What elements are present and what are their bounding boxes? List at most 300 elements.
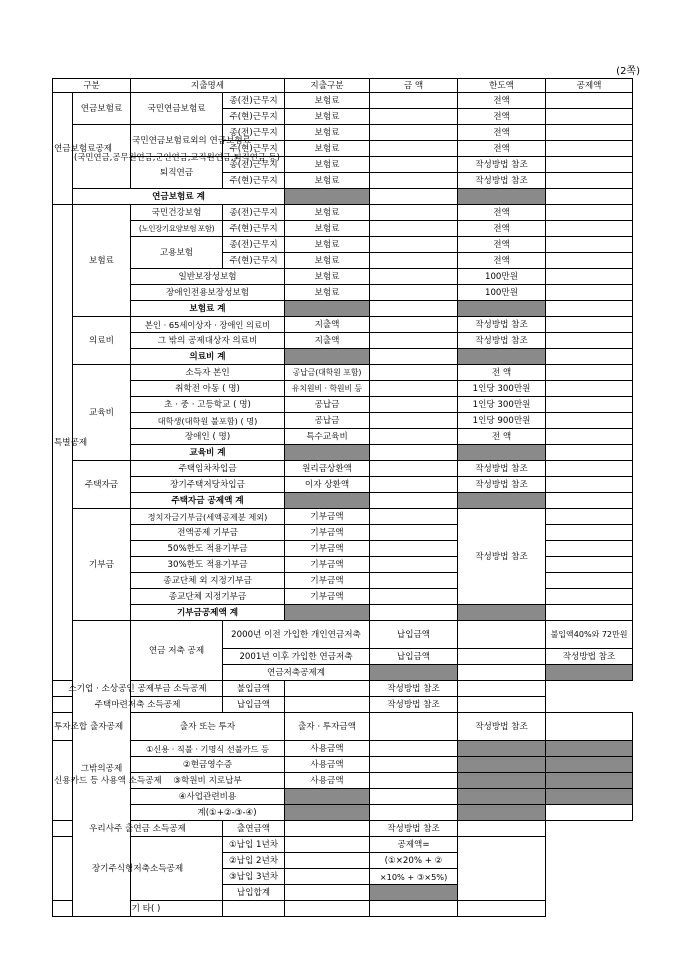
limit-cell: 작성방법 참조 [370,697,458,713]
type-cell: 출자 · 투자금액 [285,713,370,741]
misc-label: 기 타( ) [53,901,223,917]
pension-total-label: 연금보험료 계 [73,189,285,205]
deduction-input[interactable] [458,681,546,697]
table-row [53,125,633,141]
deduction-input[interactable] [546,141,633,157]
subtotal-row [53,493,633,509]
amount-input[interactable] [285,869,370,885]
small-biz-label: 소기업 · 소상공인 공제부금 소득공제 [53,681,223,697]
limit-cell: 전액 [458,93,546,109]
housing-lease-label: 주택임차차입금 [131,461,285,477]
table-row [53,285,633,301]
table-row [53,269,633,285]
deduction-input[interactable] [546,445,633,461]
education-univ-label: 대학생(대학원 불포함) ( 명) [131,413,285,429]
esop-label: 우리사주 출연금 소득공제 [53,821,223,837]
deduction-input[interactable] [546,157,633,173]
type-cell: 공납금(대학원 포함) [285,365,370,381]
housing-total-label: 주택자금 공제액 계 [131,493,285,509]
amount-input[interactable] [285,681,370,697]
deduction-input[interactable] [546,525,633,541]
medical-subgroup-label: 의료비 [73,317,131,365]
deduction-input[interactable] [546,713,633,741]
type-cell: 지출액 [285,333,370,349]
donation-nonreligious-label: 종교단체 외 지정기부금 [131,573,285,589]
amount-input[interactable] [370,445,458,461]
amount-input[interactable] [370,789,458,805]
limit-cell: 작성방법 참조 [458,509,546,605]
pension-savings-label: 연금 저축 공제 [131,621,223,681]
amount-input[interactable] [370,713,458,741]
amount-input[interactable] [370,141,458,157]
limit-cell: 전액 [458,221,546,237]
table-row [53,333,633,349]
amount-input[interactable] [370,429,458,445]
curr-job-label: 주(현)근무지 [223,221,285,237]
card-item-1: ①신용 · 직불 · 기명식 선불카드 등 [131,741,285,757]
table-row [53,621,633,649]
deduction-input[interactable] [546,221,633,237]
year1-label: ①납입 1년차 [223,837,285,853]
type-cell: 사용금액 [285,757,370,773]
education-school-label: 초 · 중 · 고등학교 ( 명) [131,397,285,413]
investment-group-label: 투자조합 출자공제 [53,713,73,741]
amount-input[interactable] [370,301,458,317]
amount-input[interactable] [370,317,458,333]
education-self-label: 소득자 본인 [131,365,285,381]
type-input[interactable] [223,901,285,917]
shaded-cell [285,349,370,365]
deduction-input[interactable] [546,589,633,605]
group-pension-label: 연금보험료공제 [53,93,73,205]
subtotal-row [53,805,633,821]
type-cell: 보험료 [285,221,370,237]
deduction-input[interactable] [546,301,633,317]
type-cell: 납입금액 [223,697,285,713]
amount-input[interactable] [370,741,458,757]
type-cell: 보험료 [285,205,370,221]
limit-cell: 작성방법 참조 [546,649,633,665]
education-subgroup-label: 교육비 [73,365,131,461]
table-row [53,509,633,525]
type-cell: 공납금 [285,397,370,413]
amount-input[interactable] [370,253,458,269]
amount-input[interactable] [370,285,458,301]
limit-cell: 100만원 [458,269,546,285]
deduction-input[interactable] [546,461,633,477]
header-deduction: 공제액 [546,79,633,93]
table-row [53,237,633,253]
amount-input[interactable] [370,509,458,525]
deduction-input[interactable] [546,557,633,573]
limit-cell: 1인당 300만원 [458,397,546,413]
limit-cell: 전액 [458,237,546,253]
amount-input[interactable] [370,349,458,365]
amount-input[interactable] [458,649,546,665]
subtotal-row [53,605,633,621]
amount-input[interactable] [370,525,458,541]
deduction-input[interactable] [458,821,546,837]
deduction-input[interactable] [546,93,633,109]
curr-job-label: 주(현)근무지 [223,173,285,189]
amount-input[interactable] [370,461,458,477]
subtotal-row [53,189,633,205]
deduction-input[interactable] [546,317,633,333]
amount-input[interactable] [370,125,458,141]
amount-input[interactable] [370,381,458,397]
deduction-input[interactable] [546,493,633,509]
type-cell: 불입금액 [223,681,285,697]
shaded-cell [370,885,458,901]
page-number: (2쪽) [616,66,640,77]
stock-formula-line-3: ×10% + ③×5%) [370,869,458,885]
group-special-label: 특별공제 [53,205,73,681]
curr-job-label: 주(현)근무지 [223,141,285,157]
amount-input[interactable] [370,269,458,285]
shaded-cell [285,301,370,317]
deduction-input[interactable] [546,333,633,349]
type-cell: 보험료 [285,253,370,269]
deduction-input[interactable] [546,429,633,445]
amount-input[interactable] [370,205,458,221]
table-row [53,413,633,429]
type-cell: 기부금액 [285,525,370,541]
shaded-cell [458,773,546,789]
shaded-cell [370,665,458,681]
shaded-cell [285,493,370,509]
amount-input[interactable] [370,493,458,509]
amount-input[interactable] [370,365,458,381]
year3-label: ③납입 3년차 [223,869,285,885]
table-row [53,697,633,713]
deduction-input[interactable] [458,697,546,713]
limit-cell: 작성방법 참조 [458,173,546,189]
donation-30pct-label: 30%한도 적용기부금 [131,557,285,573]
deduction-input[interactable] [546,269,633,285]
header-row [53,79,633,93]
health-insurance-label: 국민건강보험 [131,205,223,221]
shaded-cell [546,789,633,805]
donation-total-label: 기부금공제액 계 [131,605,285,621]
table-row [53,789,633,805]
housing-mortgage-label: 장기주택저당차입금 [131,477,285,493]
amount-input[interactable] [458,665,546,681]
header-amount: 금 액 [370,79,458,93]
amount-input[interactable] [370,237,458,253]
limit-cell: 1인당 300만원 [458,381,546,397]
limit-cell: 작성방법 참조 [458,477,546,493]
limit-cell: 전액 [458,109,546,125]
donation-religious-label: 종교단체 지정기부금 [131,589,285,605]
limit-cell: 100만원 [458,285,546,301]
type-cell: 보험료 [285,237,370,253]
amount-input[interactable] [285,885,370,901]
limit-cell: 작성방법 참조 [370,821,458,837]
amount-input[interactable] [370,221,458,237]
type-cell: 보험료 [285,269,370,285]
limit-cell: 전액 [458,141,546,157]
deduction-input[interactable] [546,573,633,589]
deduction-input[interactable] [546,349,633,365]
table-row [53,221,633,237]
limit-cell: 작성방법 참조 [458,713,546,741]
donation-political-label: 정치자금기부금(세액공제분 제외) [131,509,285,525]
header-category: 구분 [53,79,131,93]
education-disabled-label: 장애인 ( 명) [131,429,285,445]
table-row [53,757,633,773]
subtotal-row [53,349,633,365]
amount-input[interactable] [370,573,458,589]
limit-cell: 전 액 [458,365,546,381]
table-row [53,397,633,413]
deduction-input[interactable] [546,477,633,493]
deduction-input[interactable] [546,365,633,381]
amount-input[interactable] [458,621,546,649]
amount-input[interactable] [370,333,458,349]
amount-input[interactable] [370,93,458,109]
prev-job-label: 종(전)근무지 [223,125,285,141]
table-row [53,901,633,917]
medical-others-label: 그 밖의 공제대상자 의료비 [131,333,285,349]
table-row [53,461,633,477]
table-row [53,541,633,557]
table-row [53,681,633,697]
donation-subgroup-label: 기부금 [73,509,131,621]
deduction-input[interactable] [546,205,633,221]
table-row [53,741,633,757]
type-cell: 사용금액 [285,741,370,757]
shaded-cell [458,805,546,821]
type-cell: 유치원비 · 학원비 등 [285,381,370,397]
deduction-input[interactable] [458,901,546,917]
type-cell: 납입금액 [370,649,458,665]
type-cell: 원리금상환액 [285,461,370,477]
amount-input[interactable] [370,173,458,189]
national-pension-label: 국민연금보험료 [131,93,223,125]
card-item-4: ④사업관련비용 [131,789,285,805]
shaded-cell [546,665,633,681]
header-limit: 한도액 [458,79,546,93]
deduction-input[interactable] [546,125,633,141]
employment-insurance-label: 고용보험 [131,237,223,269]
shaded-cell [285,805,370,821]
housing-savings-label: 주택마련저축 소득공제 [53,697,223,713]
after-2001-label: 2001년 이후 가입한 연금저축 [223,649,370,665]
table-row [53,93,633,109]
shaded-cell [458,605,546,621]
amount-input[interactable] [285,821,370,837]
card-item-3: ③학원비 지로납부 [131,773,285,789]
shaded-cell [458,493,546,509]
type-cell: 보험료 [285,93,370,109]
limit-cell: 작성방법 참조 [458,461,546,477]
housing-subgroup-label: 주택자금 [73,461,131,509]
type-cell: 보험료 [285,157,370,173]
type-cell: 이자 상환액 [285,477,370,493]
type-cell: 기부금액 [285,557,370,573]
pension-savings-total-label: 연금저축공제계 [223,665,370,681]
shaded-cell [285,605,370,621]
year2-label: ②납입 2년차 [223,853,285,869]
insurance-total-label: 보험료 계 [131,301,285,317]
deduction-input[interactable] [546,285,633,301]
table-row [53,205,633,221]
prev-job-label: 종(전)근무지 [223,205,285,221]
amount-input[interactable] [285,837,370,853]
type-cell: 보험료 [285,285,370,301]
amount-input[interactable] [370,541,458,557]
table-row [53,573,633,589]
shaded-cell [546,773,633,789]
retirement-pension-label: 퇴직연금 [131,157,223,189]
amount-input[interactable] [370,757,458,773]
amount-input[interactable] [370,557,458,573]
type-cell: 기부금액 [285,589,370,605]
limit-cell: 불입액40%와 72만원 [546,621,633,649]
amount-input[interactable] [285,697,370,713]
table-row [53,525,633,541]
amount-input[interactable] [370,605,458,621]
limit-cell: 작성방법 참조 [458,317,546,333]
shaded-cell [458,757,546,773]
type-cell: 기부금액 [285,573,370,589]
insurance-subgroup-label: 보험료 [73,205,131,317]
shaded-cell [458,789,546,805]
table-row [53,837,633,853]
amount-input[interactable] [285,901,370,917]
deduction-input[interactable] [546,509,633,525]
amount-input[interactable] [370,773,458,789]
amount-input[interactable] [370,805,458,821]
table-row [53,381,633,397]
disabled-insurance-label: 장애인전용보장성보험 [131,285,285,301]
deduction-input[interactable] [546,605,633,621]
type-cell: 납입금액 [370,621,458,649]
deduction-input[interactable] [546,253,633,269]
amount-input[interactable] [370,109,458,125]
table-row [53,365,633,381]
table-row [53,317,633,333]
limit-input[interactable] [370,901,458,917]
stock-savings-label: 장기주식형저축소득공제 [53,837,223,901]
type-cell: 기부금액 [285,509,370,525]
table-row [53,713,633,741]
medical-self-label: 본인 · 65세이상자 · 장애인 의료비 [131,317,285,333]
type-cell: 보험료 [285,141,370,157]
shaded-cell [458,741,546,757]
curr-job-label: 주(현)근무지 [223,109,285,125]
shaded-cell [546,757,633,773]
limit-cell: 전액 [458,253,546,269]
table-row [53,477,633,493]
amount-input[interactable] [370,189,458,205]
limit-cell: 작성방법 참조 [370,681,458,697]
deduction-input[interactable] [546,805,633,821]
amount-input[interactable] [370,397,458,413]
deduction-input[interactable] [546,413,633,429]
table-row [53,589,633,605]
amount-input[interactable] [370,157,458,173]
header-detail: 지출명세 [131,79,285,93]
type-cell: 출연금액 [223,821,285,837]
stock-formula-line-1: 공제액= [370,837,458,853]
card-total-label: 계(①+②-③-④) [131,805,285,821]
year-total-label: 납입합계 [223,885,285,901]
shaded-cell [458,349,546,365]
prev-job-label: 종(전)근무지 [223,157,285,173]
header-type: 지출구분 [285,79,370,93]
education-preschool-label: 취학전 아동 ( 명) [131,381,285,397]
subtotal-row [53,445,633,461]
type-cell: 특수교육비 [285,429,370,445]
donation-50pct-label: 50%한도 적용기부금 [131,541,285,557]
group-other-label: 그밖의공제 [73,621,131,917]
stock-formula-line-2: (①×20% + ② [370,853,458,869]
prev-job-label: 종(전)근무지 [223,93,285,109]
education-total-label: 교육비 계 [131,445,285,461]
prev-job-label: 종(전)근무지 [223,237,285,253]
deduction-input[interactable] [546,189,633,205]
deduction-input[interactable] [546,541,633,557]
medical-total-label: 의료비 계 [131,349,285,365]
deduction-table [52,78,633,917]
limit-cell: 1인당 900만원 [458,413,546,429]
table-row [53,821,633,837]
general-insurance-label: 일반보장성보험 [131,269,285,285]
type-cell: 공납금 [285,413,370,429]
other-pension-label: 국민연금보험료외의 연금보험료 [131,125,223,157]
deduction-input[interactable] [546,109,633,125]
pension-subgroup-label: 연금보험료 [73,93,131,125]
table-row [53,429,633,445]
shaded-cell [458,445,546,461]
shaded-cell [285,189,370,205]
type-cell: 사용금액 [285,773,370,789]
table-row [53,557,633,573]
type-cell: 보험료 [285,173,370,189]
pension-types-label: (국민연금,공무원연금,군인연금,교직원연금,퇴직연금 등) [73,125,131,189]
deduction-input[interactable] [546,397,633,413]
deduction-input[interactable] [458,837,546,901]
deduction-input[interactable] [546,381,633,397]
deduction-input[interactable] [546,237,633,253]
limit-cell: 전액 [458,125,546,141]
limit-cell: 전액 [458,205,546,221]
type-cell: 보험료 [285,109,370,125]
curr-job-label: 주(현)근무지 [223,253,285,269]
shaded-cell [285,789,370,805]
card-item-2: ②현금영수증 [131,757,285,773]
card-subgroup-label: 신용카드 등 사용액 소득공제 [53,741,73,821]
subtotal-row [53,301,633,317]
amount-input[interactable] [370,477,458,493]
limit-cell: 전 액 [458,429,546,445]
type-cell: 보험료 [285,125,370,141]
amount-input[interactable] [370,413,458,429]
shaded-cell [285,445,370,461]
limit-cell: 작성방법 참조 [458,333,546,349]
amount-input[interactable] [370,589,458,605]
type-cell: 지출액 [285,317,370,333]
donation-full-label: 전액공제 기부금 [131,525,285,541]
investment-label: 출자 또는 투자 [131,713,285,741]
shaded-cell [458,301,546,317]
shaded-cell [458,189,546,205]
limit-cell: 작성방법 참조 [458,157,546,173]
type-cell: 기부금액 [285,541,370,557]
amount-input[interactable] [285,853,370,869]
deduction-input[interactable] [546,173,633,189]
